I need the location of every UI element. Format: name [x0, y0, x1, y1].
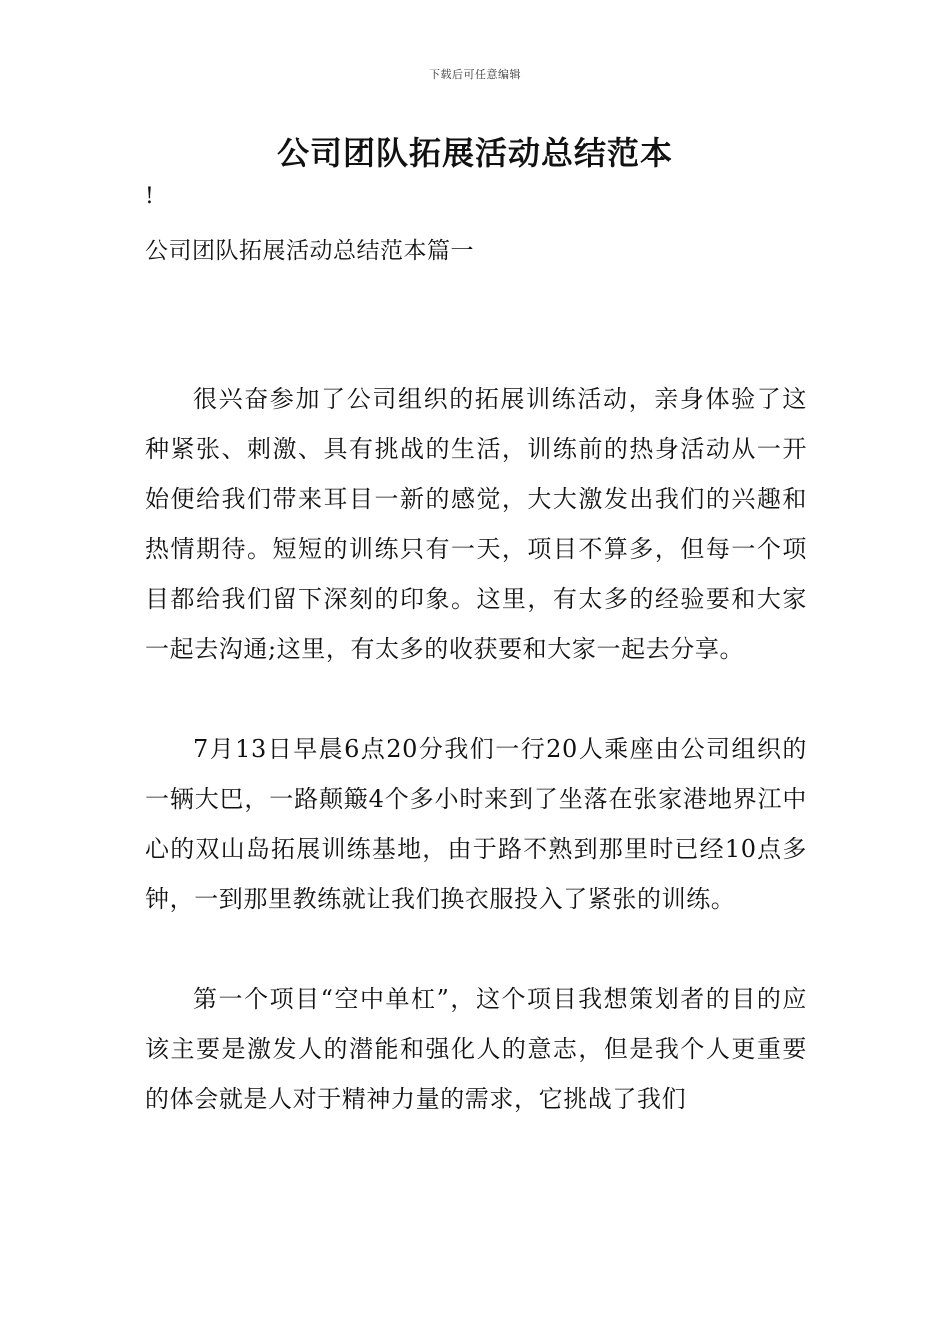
header-note: 下载后可任意编辑 — [429, 68, 521, 81]
document-title: 公司团队拓展活动总结范本 — [276, 134, 673, 172]
paragraph-1: 很兴奋参加了公司组织的拓展训练活动，亲身体验了这种紧张、刺激、具有挑战的生活，训练前的热身活动从一开始便给我们带来耳目一新的感觉，大大激发出我们的兴趣和热情期待。短短的训练只有一天，项目不算多，但每一个项目都给我们留下深刻的印象。这里，有太多的经验要和大家一起去沟通;这里，有太多的收获要和大家一起去分享。 — [145, 385, 807, 663]
section-subtitle: 公司团队拓展活动总结范本篇一 — [145, 238, 474, 264]
paragraph-2: 7月13日早晨6点20分我们一行20人乘座由公司组织的一辆大巴，一路颠簸4个多小时来到了坐落在张家港地界江中心的双山岛拓展训练基地，由于路不熟到那里时已经10点多钟，一到那里教练就让我们换衣服投入了紧张的训练。 — [145, 735, 807, 913]
body-text — [145, 374, 807, 1174]
paragraph-3: 第一个项目“空中单杠”，这个项目我想策划者的目的应该主要是激发人的潜能和强化人的意志，但是我个人更重要的体会就是人对于精神力量的需求，它挑战了我们 — [145, 985, 807, 1113]
exclamation-mark: ! — [145, 184, 154, 209]
